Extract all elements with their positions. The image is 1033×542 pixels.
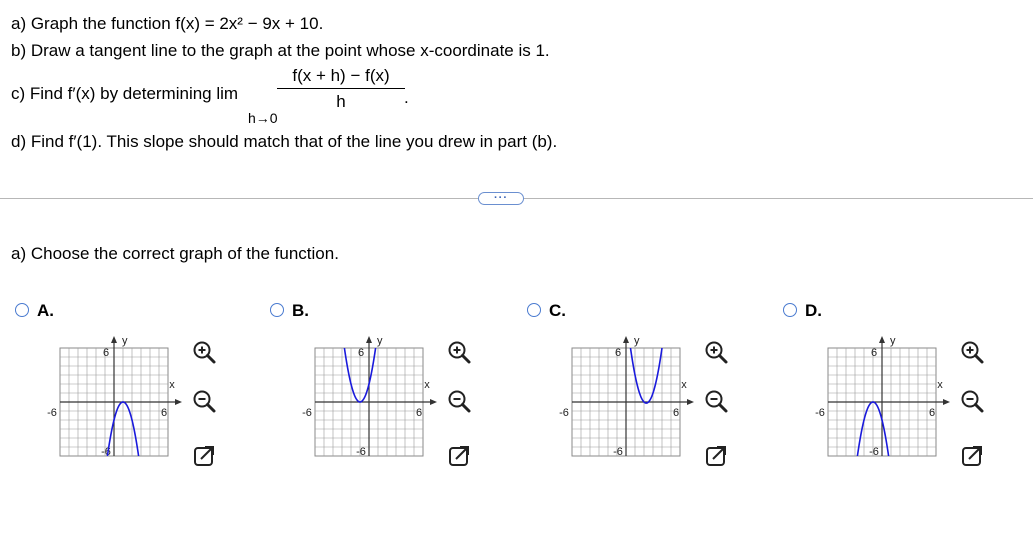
option-a-label: A. — [37, 301, 54, 320]
x-tick-neg: -6 — [559, 407, 569, 419]
option-b-graph — [290, 328, 440, 478]
question-part-a: a) Graph the function f(x) = 2x² − 9x + 10. — [11, 14, 324, 33]
x-tick-pos: 6 — [160, 407, 168, 419]
y-tick-neg: -6 — [101, 446, 111, 458]
popout-icon[interactable] — [958, 442, 986, 470]
y-axis-label: y — [377, 335, 383, 347]
y-axis-label: y — [890, 335, 896, 347]
x-axis-arrow — [175, 399, 182, 405]
fraction-numerator: f(x + h) − f(x) — [277, 66, 405, 89]
y-tick-pos: 6 — [614, 347, 622, 360]
zoom-out-icon[interactable] — [190, 387, 218, 415]
zoom-out-icon[interactable] — [445, 387, 473, 415]
difference-quotient — [277, 66, 405, 112]
y-tick-pos: 6 — [357, 347, 365, 360]
x-axis-label: x — [681, 379, 687, 391]
popout-icon[interactable] — [190, 442, 218, 470]
option-c-graph — [547, 328, 697, 478]
x-axis-label: x — [169, 379, 175, 391]
y-axis-label: y — [122, 335, 128, 347]
y-tick-neg: -6 — [869, 446, 879, 458]
x-tick-pos: 6 — [415, 407, 423, 419]
x-tick-neg: -6 — [815, 407, 825, 419]
zoom-out-icon[interactable] — [958, 387, 986, 415]
x-axis-arrow — [687, 399, 694, 405]
x-axis-label: x — [424, 379, 430, 391]
popout-icon[interactable] — [702, 442, 730, 470]
option-d-label: D. — [805, 301, 822, 320]
y-axis-arrow — [879, 336, 885, 343]
y-axis-arrow — [111, 336, 117, 343]
y-tick-neg: -6 — [613, 446, 623, 458]
zoom-in-icon[interactable] — [445, 338, 473, 366]
option-a-graph — [35, 328, 185, 478]
more-button[interactable]: ··· — [478, 192, 524, 205]
option-c-label: C. — [549, 301, 566, 320]
y-tick-neg: -6 — [356, 446, 366, 458]
question-part-b: b) Draw a tangent line to the graph at the point whose x-coordinate is 1. — [11, 41, 550, 60]
x-tick-pos: 6 — [928, 407, 936, 419]
option-b-radio[interactable] — [270, 303, 284, 317]
zoom-in-icon[interactable] — [958, 338, 986, 366]
option-c-radio[interactable] — [527, 303, 541, 317]
x-axis-arrow — [943, 399, 950, 405]
question-part-d: d) Find f′(1). This slope should match that of the line you drew in part (b). — [11, 132, 558, 151]
y-tick-pos: 6 — [102, 347, 110, 360]
fraction-period: . — [404, 88, 409, 107]
popout-icon[interactable] — [445, 442, 473, 470]
x-tick-neg: -6 — [302, 407, 312, 419]
x-tick-pos: 6 — [672, 407, 680, 419]
option-b-label: B. — [292, 301, 309, 320]
option-d-graph — [803, 328, 953, 478]
option-a-radio[interactable] — [15, 303, 29, 317]
y-axis-arrow — [623, 336, 629, 343]
zoom-in-icon[interactable] — [702, 338, 730, 366]
fraction-denominator: h — [336, 92, 346, 111]
y-axis-arrow — [366, 336, 372, 343]
limit-subscript: h→0 — [248, 110, 278, 126]
x-axis-arrow — [430, 399, 437, 405]
zoom-out-icon[interactable] — [702, 387, 730, 415]
answer-prompt: a) Choose the correct graph of the function. — [11, 244, 339, 263]
x-axis-label: x — [937, 379, 943, 391]
y-tick-pos: 6 — [870, 347, 878, 360]
y-axis-label: y — [634, 335, 640, 347]
question-part-c: c) Find f′(x) by determining lim — [11, 84, 239, 103]
option-d-radio[interactable] — [783, 303, 797, 317]
zoom-in-icon[interactable] — [190, 338, 218, 366]
x-tick-neg: -6 — [47, 407, 57, 419]
